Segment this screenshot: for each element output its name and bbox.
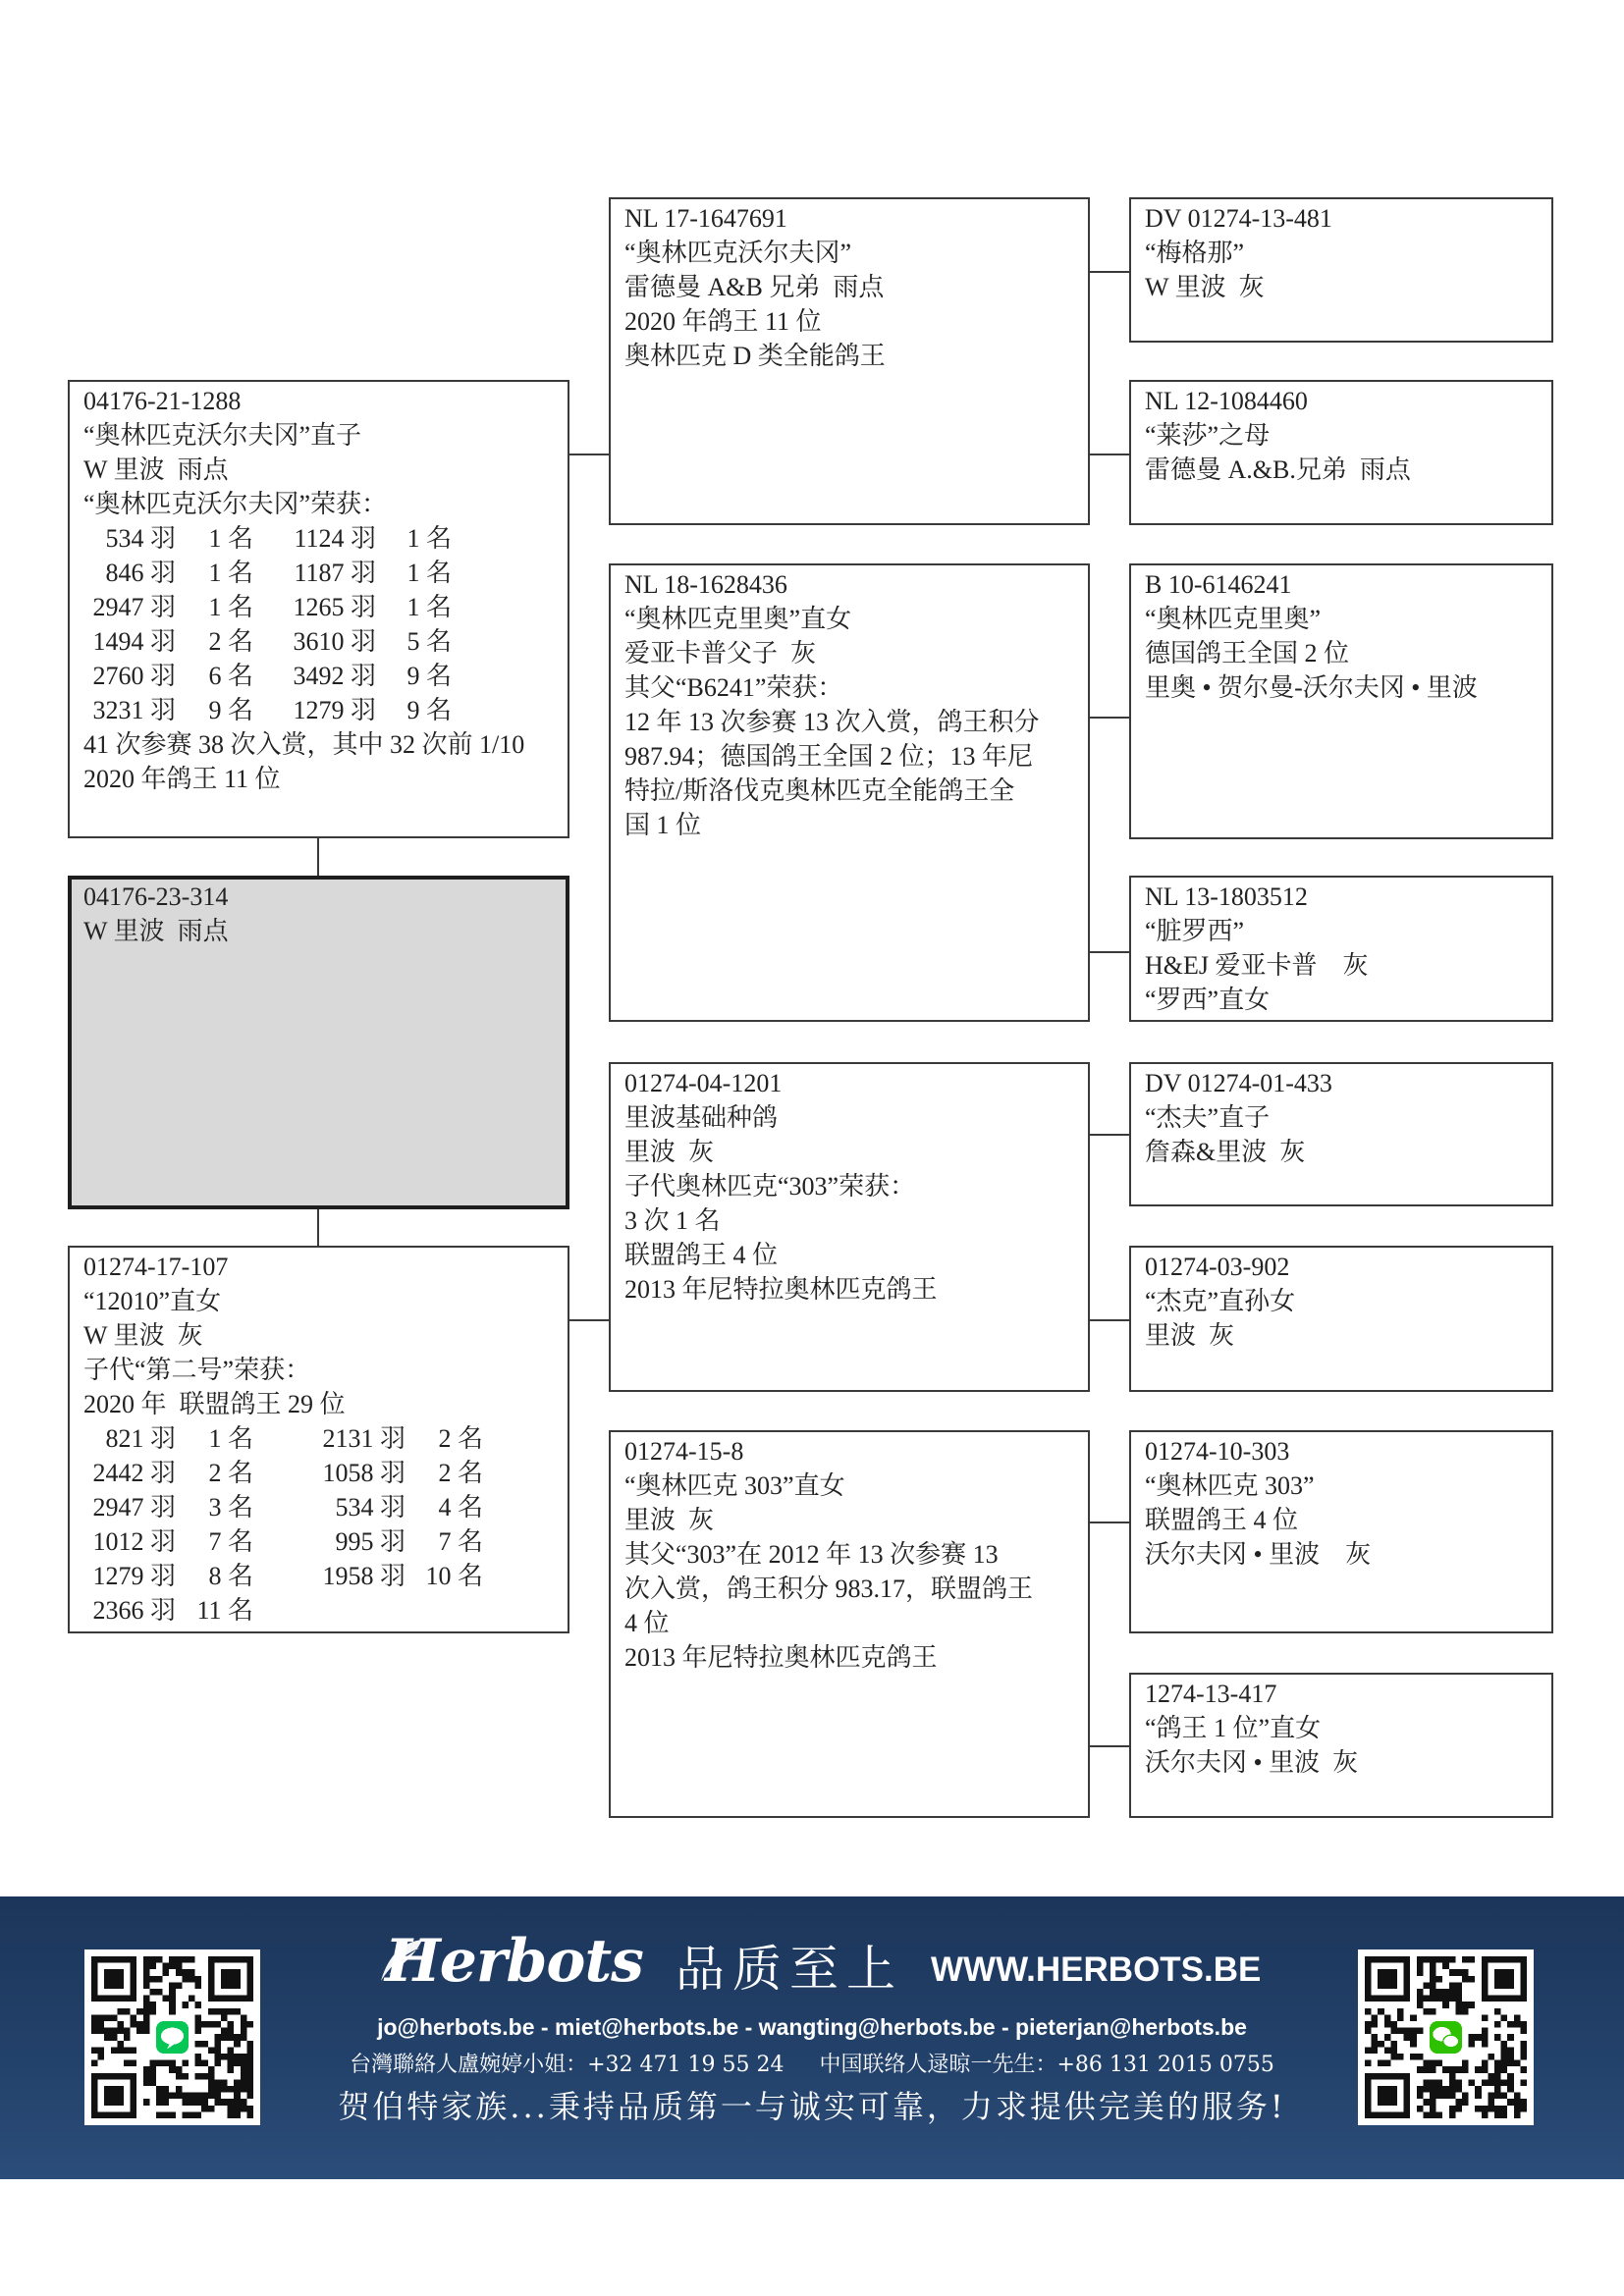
ring-number: 04176-23-314	[83, 882, 229, 911]
result-birds: 3231 羽	[92, 696, 176, 724]
result-place: 2 名	[438, 1459, 483, 1487]
result-birds: 2366 羽	[92, 1596, 176, 1625]
result-place: 4 名	[438, 1493, 483, 1522]
result-place: 7 名	[208, 1527, 253, 1556]
pedigree-line: “奥林匹克沃尔夫冈”荣获：	[83, 490, 388, 518]
ring-number: 1274-13-417	[1145, 1680, 1277, 1708]
connector-gp-ggp	[1090, 951, 1129, 953]
result-place: 1 名	[208, 559, 253, 587]
contact-china: 中国联络人逯晾一先生：+86 131 2015 0755	[819, 2053, 1274, 2077]
connector-dam-grandparent	[569, 1319, 609, 1321]
ring-number: NL 13-1803512	[1145, 882, 1308, 911]
pedigree-line: 里波 灰	[624, 1138, 715, 1166]
ring-number: DV 01274-13-481	[1145, 204, 1332, 233]
pedigree-line: 德国鸽王全国 2 位	[1145, 639, 1350, 667]
result-birds: 1012 羽	[92, 1527, 176, 1556]
connector-gp-ggp	[1090, 271, 1129, 273]
pedigree-line: W 里波 灰	[1145, 273, 1265, 301]
website-url: WWW.HERBOTS.BE	[931, 1950, 1262, 1989]
pedigree-line: “脏罗西”	[1145, 917, 1245, 945]
connector-sire-grandparent	[569, 454, 609, 455]
pedigree-line: W 里波 雨点	[83, 455, 229, 484]
qr-code	[1365, 1956, 1527, 2118]
ring-number: 01274-17-107	[83, 1253, 229, 1281]
result-birds: 2760 羽	[92, 662, 176, 690]
footer-banner	[0, 1896, 1624, 2179]
pedigree-line: “奥林匹克里奥”直女	[624, 605, 852, 633]
brand-tagline: 品质至上	[676, 1941, 903, 1998]
contact-taiwan: 台灣聯絡人盧婉婷小姐：+32 471 19 55 24	[350, 2053, 785, 2077]
result-birds: 1279 羽	[293, 696, 376, 724]
connector-gp-ggp	[1090, 1745, 1129, 1747]
ring-number: 01274-04-1201	[624, 1069, 783, 1097]
result-birds: 2442 羽	[92, 1459, 176, 1487]
ring-number: 01274-10-303	[1145, 1437, 1290, 1466]
pedigree-line: “12010”直女	[83, 1287, 222, 1315]
connector-gp-ggp	[1090, 454, 1129, 455]
pedigree-line: 其父“B6241”荣获：	[624, 673, 843, 702]
pedigree-line: 子代“第二号”荣获：	[83, 1356, 311, 1384]
pedigree-line: 41 次参赛 38 次入赏，其中 32 次前 1/10	[83, 730, 525, 759]
result-place: 9 名	[208, 696, 253, 724]
result-place: 1 名	[406, 559, 452, 587]
slogan: 贺伯特家族...秉持品质第一与诚实可靠，力求提供完美的服务!	[338, 2088, 1286, 2125]
ring-number: NL 12-1084460	[1145, 387, 1308, 415]
pedigree-line: 雷德曼 A&B 兄弟 雨点	[624, 273, 885, 301]
result-place: 10 名	[425, 1562, 483, 1590]
result-place: 1 名	[208, 524, 253, 553]
pedigree-line: 2013 年尼特拉奥林匹克鸽王	[624, 1643, 938, 1672]
pedigree-line: 2013 年尼特拉奥林匹克鸽王	[624, 1275, 938, 1304]
result-birds: 1958 羽	[322, 1562, 406, 1590]
result-birds: 534 羽	[105, 524, 176, 553]
result-place: 8 名	[208, 1562, 253, 1590]
connector-gp-ggp	[1090, 1319, 1129, 1321]
subject-box	[68, 876, 569, 1209]
great-grandparent-box	[1129, 1062, 1553, 1206]
pedigree-line: 联盟鸽王 4 位	[1145, 1506, 1299, 1534]
pedigree-line: 詹森&里波 灰	[1145, 1138, 1306, 1166]
pedigree-line: 联盟鸽王 4 位	[624, 1241, 779, 1269]
pedigree-line: “奥林匹克 303”直女	[624, 1471, 845, 1500]
pedigree-line: 987.94；德国鸽王全国 2 位；13 年尼	[624, 742, 1034, 771]
result-birds: 1494 羽	[92, 627, 176, 656]
connector-gp-ggp	[1090, 1522, 1129, 1523]
grandparent-box	[609, 1430, 1090, 1818]
pedigree-line: “杰克”直孙女	[1145, 1287, 1296, 1315]
result-place: 1 名	[406, 524, 452, 553]
pedigree-line: 其父“303”在 2012 年 13 次参赛 13	[624, 1540, 999, 1569]
pedigree-line: “杰夫”直子	[1145, 1103, 1271, 1132]
wechat-qr-code	[1358, 1949, 1534, 2125]
ring-number: 01274-03-902	[1145, 1253, 1290, 1281]
pedigree-line: 12 年 13 次参赛 13 次入赏，鸽王积分	[624, 708, 1040, 736]
result-place: 2 名	[208, 1459, 253, 1487]
ring-number: NL 18-1628436	[624, 570, 787, 599]
pedigree-line: 2020 年鸽王 11 位	[624, 307, 822, 336]
pedigree-line: 沃尔夫冈 • 里波 灰	[1145, 1748, 1359, 1777]
pedigree-line: 里波基础种鸽	[624, 1103, 779, 1132]
result-birds: 3610 羽	[293, 627, 376, 656]
pedigree-line: “奥林匹克 303”	[1145, 1471, 1315, 1500]
result-place: 1 名	[208, 1424, 253, 1453]
pedigree-line: “鸽王 1 位”直女	[1145, 1714, 1322, 1742]
dam-box	[68, 1246, 569, 1633]
grandparent-box	[609, 1062, 1090, 1392]
result-place: 2 名	[208, 627, 253, 656]
result-place: 1 名	[406, 593, 452, 621]
pedigree-line: 子代奥林匹克“303”荣获：	[624, 1172, 916, 1201]
result-birds: 1187 羽	[294, 559, 376, 587]
result-place: 7 名	[438, 1527, 483, 1556]
result-place: 9 名	[406, 662, 452, 690]
ring-number: 04176-21-1288	[83, 387, 242, 415]
pedigree-line: 国 1 位	[624, 811, 702, 839]
pedigree-line: 里波 灰	[1145, 1321, 1235, 1350]
pedigree-line: 特拉/斯洛伐克奥林匹克全能鸽王全	[624, 776, 1015, 805]
pedigree-line: 爱亚卡普父子 灰	[624, 639, 817, 667]
great-grandparent-box	[1129, 1673, 1553, 1818]
result-birds: 3492 羽	[293, 662, 376, 690]
pedigree-line: 4 位	[624, 1609, 670, 1637]
result-place: 1 名	[208, 593, 253, 621]
ring-number: DV 01274-01-433	[1145, 1069, 1332, 1097]
pedigree-line: 沃尔夫冈 • 里波 灰	[1145, 1540, 1372, 1569]
great-grandparent-box	[1129, 1430, 1553, 1633]
great-grandparent-box	[1129, 197, 1553, 343]
result-birds: 1058 羽	[322, 1459, 406, 1487]
sire-box	[68, 380, 569, 838]
result-place: 6 名	[208, 662, 253, 690]
pedigree-line: “莱莎”之母	[1145, 421, 1271, 450]
pedigree-line: 2020 年鸽王 11 位	[83, 765, 281, 793]
result-place: 11 名	[196, 1596, 253, 1625]
result-birds: 2947 羽	[92, 1493, 176, 1522]
great-grandparent-box	[1129, 380, 1553, 525]
result-place: 2 名	[438, 1424, 483, 1453]
result-birds: 2131 羽	[322, 1424, 406, 1453]
race-results	[83, 1421, 554, 1628]
pedigree-line: “奥林匹克里奥”	[1145, 605, 1322, 633]
pedigree-line: 里奥 • 贺尔曼-沃尔夫冈 • 里波	[1145, 673, 1478, 702]
connector-gp-ggp	[1090, 717, 1129, 719]
brand-logo: Herbots	[385, 1927, 643, 1996]
pedigree-line: 2020 年 联盟鸽王 29 位	[83, 1390, 346, 1418]
result-birds: 1265 羽	[293, 593, 376, 621]
grandparent-box	[609, 197, 1090, 525]
great-grandparent-box	[1129, 563, 1553, 839]
result-place: 9 名	[406, 696, 452, 724]
pedigree-line: W 里波 雨点	[83, 917, 229, 945]
pedigree-line: 雷德曼 A.&B.兄弟 雨点	[1145, 455, 1411, 484]
contact-emails: jo@herbots.be - miet@herbots.be - wangting@herbots.be - pieterjan@herbots.be	[377, 2014, 1247, 2040]
result-birds: 534 羽	[335, 1493, 406, 1522]
result-place: 3 名	[208, 1493, 253, 1522]
pedigree-line: 奥林匹克 D 类全能鸽王	[624, 342, 886, 370]
result-birds: 1279 羽	[92, 1562, 176, 1590]
pedigree-line: H&EJ 爱亚卡普 灰	[1145, 951, 1369, 980]
connector-sire-subject	[317, 838, 319, 876]
race-results	[83, 521, 554, 727]
ring-number: B 10-6146241	[1145, 570, 1292, 599]
ring-number: NL 17-1647691	[624, 204, 787, 233]
result-birds: 1124 羽	[294, 524, 376, 553]
pedigree-line: 里波 灰	[624, 1506, 715, 1534]
grandparent-box	[609, 563, 1090, 1022]
wechat-icon	[1430, 2021, 1462, 2054]
pedigree-line: 3 次 1 名	[624, 1206, 721, 1235]
great-grandparent-box	[1129, 876, 1553, 1022]
result-birds: 846 羽	[105, 559, 176, 587]
great-grandparent-box	[1129, 1246, 1553, 1392]
pedigree-line: “奥林匹克沃尔夫冈”	[624, 239, 852, 267]
connector-subject-dam	[317, 1209, 319, 1246]
result-place: 5 名	[406, 627, 452, 656]
pedigree-line: “罗西”直女	[1145, 986, 1271, 1014]
pedigree-line: “奥林匹克沃尔夫冈”直子	[83, 421, 362, 450]
ring-number: 01274-15-8	[624, 1437, 744, 1466]
result-birds: 995 羽	[335, 1527, 406, 1556]
pedigree-line: “梅格那”	[1145, 239, 1245, 267]
pedigree-line: W 里波 灰	[83, 1321, 203, 1350]
connector-gp-ggp	[1090, 1134, 1129, 1136]
pedigree-line: 次入赏，鸽王积分 983.17，联盟鸽王	[624, 1575, 1034, 1603]
result-birds: 2947 羽	[92, 593, 176, 621]
result-birds: 821 羽	[105, 1424, 176, 1453]
